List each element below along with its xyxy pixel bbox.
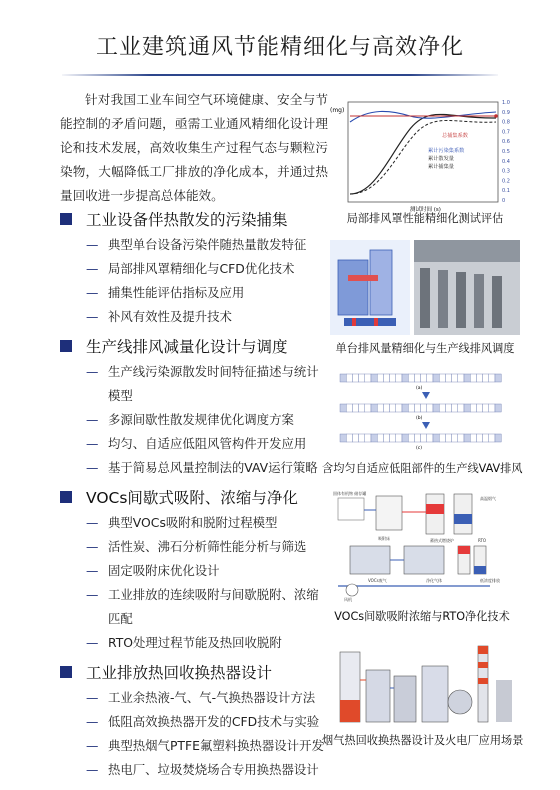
figure-caption: 局部排风罩性能精细化测试评估 — [346, 212, 504, 225]
grid-cell — [340, 374, 346, 382]
right-axis-tick: 0.3 — [502, 168, 510, 175]
grid-cell — [408, 434, 414, 442]
grid-cell — [427, 374, 433, 382]
right-axis-tick: 1.0 — [502, 100, 510, 106]
grid-cell — [452, 374, 458, 382]
grid-cell — [402, 434, 408, 442]
grid-cell — [359, 374, 365, 382]
dash-icon: — — [86, 635, 99, 650]
grid-cell — [489, 434, 495, 442]
section-production-line — [60, 332, 330, 480]
list-item: — 热电厂、垃圾焚烧场合专用换热器设计 — [60, 758, 330, 782]
dash-icon: — — [86, 738, 99, 753]
grid-cell — [352, 374, 358, 382]
grid-row-label: (c) — [416, 446, 422, 451]
dash-icon: — — [86, 309, 99, 324]
grid-cell — [365, 404, 371, 412]
grid-cell — [421, 374, 427, 382]
grid-cell — [427, 434, 433, 442]
diagram-label: 高温烟气 — [480, 496, 496, 501]
grid-cell — [452, 404, 458, 412]
diagram-label: 净化气体 — [426, 578, 442, 583]
vav-grid-diagram — [336, 372, 516, 460]
list-item: — 补风有效性及提升技术 — [60, 305, 330, 329]
dash-icon: — — [86, 539, 99, 554]
capture-performance-chart — [330, 94, 520, 219]
figure-caption: VOCs间歇吸附浓缩与RTO净化技术 — [334, 610, 510, 623]
page-title: 工业建筑通风节能精细化与高效净化 — [95, 35, 464, 60]
figure-caption: 含均匀自适应低阻部件的生产线VAV排风 — [322, 462, 523, 475]
grid-cell — [470, 374, 476, 382]
grid-cell — [390, 404, 396, 412]
section-pollutant-capture — [60, 205, 330, 329]
list-item: — 工业余热液-气、气-气换热器设计方法 — [60, 686, 330, 710]
square-bullet-icon — [60, 491, 72, 503]
grid-cell — [464, 404, 470, 412]
dash-icon: — — [86, 762, 99, 777]
topic-list — [60, 205, 330, 785]
section-heading: VOCs间歇式吸附、浓缩与净化 — [86, 489, 298, 507]
list-item: — 典型VOCs吸附和脱附过程模型 — [60, 511, 330, 535]
grid-cell — [377, 404, 383, 412]
grid-cell — [458, 434, 464, 442]
grid-cell — [439, 404, 445, 412]
figure-caption: 烟气热回收换热器设计及火电厂应用场景 — [322, 734, 524, 747]
grid-cell — [470, 434, 476, 442]
square-bullet-icon — [60, 213, 72, 225]
dash-icon: — — [86, 436, 99, 451]
diagram-label: 吸附床 — [378, 536, 390, 541]
list-item: — 捕集性能评估指标及应用 — [60, 281, 330, 305]
list-item: — 活性炭、沸石分析筛性能分析与筛选 — [60, 535, 330, 559]
grid-cell — [377, 434, 383, 442]
grid-cell — [377, 374, 383, 382]
figure-caption: 单台排风量精细化与生产线排风调度 — [335, 342, 515, 355]
grid-cell — [371, 404, 377, 412]
grid-cell — [383, 374, 389, 382]
grid-cell — [445, 374, 451, 382]
legend-capture: 累计捕集量 — [428, 164, 454, 170]
grid-cell — [483, 434, 489, 442]
diagram-label: 风机 — [344, 597, 352, 602]
grid-cell — [433, 374, 439, 382]
grid-cell — [396, 434, 402, 442]
list-item: — 多源间歇性散发规律优化调度方案 — [60, 408, 330, 432]
square-bullet-icon — [60, 340, 72, 352]
grid-cell — [476, 404, 482, 412]
title-divider — [62, 74, 498, 76]
dash-icon: — — [86, 412, 99, 427]
grid-cell — [408, 374, 414, 382]
square-bullet-icon — [60, 666, 72, 678]
grid-cell — [359, 434, 365, 442]
grid-cell — [402, 374, 408, 382]
dash-icon: — — [86, 285, 99, 300]
grid-cell — [439, 374, 445, 382]
right-axis-tick: 0.6 — [502, 139, 510, 146]
grid-cell — [489, 374, 495, 382]
list-item: — 工业排放的连续吸附与间歇脱附、浓缩匹配 — [60, 583, 330, 631]
grid-cell — [414, 374, 420, 382]
section-heading: 工业排放热回收换热器设计 — [86, 664, 273, 682]
right-axis-tick: 0.9 — [502, 109, 510, 116]
legend-total-capture: 总捕集系数 — [442, 133, 468, 139]
grid-cell — [458, 404, 464, 412]
dash-icon: — — [86, 515, 99, 530]
grid-cell — [402, 404, 408, 412]
dash-icon: — — [86, 237, 99, 252]
dash-icon: — — [86, 587, 99, 602]
right-axis-tick: 0 — [502, 198, 506, 204]
grid-cell — [483, 374, 489, 382]
equipment-model-figure — [330, 240, 520, 335]
section-heading: 工业设备伴热散发的污染捕集 — [86, 211, 288, 229]
grid-cell — [365, 434, 371, 442]
grid-cell — [439, 434, 445, 442]
list-item: — 局部排风罩精细化与CFD优化技术 — [60, 257, 330, 281]
list-item: — RTO处理过程节能及热回收脱附 — [60, 631, 330, 655]
dash-icon: — — [86, 364, 99, 379]
grid-cell — [433, 434, 439, 442]
right-axis-tick: 0.5 — [502, 149, 510, 155]
grid-cell — [340, 434, 346, 442]
grid-row-label: (b) — [416, 416, 423, 421]
right-axis-tick: 0.2 — [502, 178, 510, 185]
grid-cell — [427, 404, 433, 412]
grid-cell — [365, 374, 371, 382]
grid-cell — [458, 374, 464, 382]
grid-cell — [445, 434, 451, 442]
list-item: — 典型单台设备污染伴随热量散发特征 — [60, 233, 330, 257]
right-axis-tick: 0.8 — [502, 119, 510, 126]
list-item: — 生产线污染源散发时间特征描述与统计模型 — [60, 360, 330, 408]
grid-cell — [390, 374, 396, 382]
grid-cell — [371, 374, 377, 382]
grid-cell — [352, 434, 358, 442]
right-axis-tick: 0.7 — [502, 129, 510, 136]
grid-cell — [383, 434, 389, 442]
dash-icon: — — [86, 460, 99, 475]
grid-cell — [414, 404, 420, 412]
grid-cell — [359, 404, 365, 412]
down-arrow-icon — [422, 392, 430, 399]
dash-icon: — — [86, 714, 99, 729]
intro-paragraph: 针对我国工业车间空气环境健康、安全与节能控制的矛盾问题，亟需工业通风精细化设计理论和技术发展，高效收集生产过程气态与颗粒污染物，大幅降低工厂排放的净化成本，并通过热量回收进一步提高总体能效。 — [60, 92, 328, 203]
grid-cell — [390, 434, 396, 442]
grid-cell — [346, 404, 352, 412]
down-arrow-icon — [422, 422, 430, 429]
grid-cell — [421, 404, 427, 412]
grid-cell — [371, 434, 377, 442]
section-heading: 生产线排风减量化设计与调度 — [86, 338, 288, 356]
grid-cell — [408, 404, 414, 412]
diagram-label: RTO — [478, 538, 487, 543]
grid-cell — [452, 434, 458, 442]
vocs-process-diagram — [330, 490, 520, 605]
dash-icon: — — [86, 690, 99, 705]
grid-cell — [340, 404, 346, 412]
grid-cell — [476, 374, 482, 382]
section-heat-recovery — [60, 658, 330, 782]
grid-cell — [489, 404, 495, 412]
diagram-label: VOCs废气 — [368, 578, 387, 583]
grid-cell — [495, 374, 501, 382]
list-item: — 固定吸附床优化设计 — [60, 559, 330, 583]
grid-cell — [464, 434, 470, 442]
diagram-label: 固体有机物 储存罐 — [333, 491, 367, 496]
grid-cell — [464, 374, 470, 382]
power-plant-figure — [330, 640, 520, 730]
list-item: — 基于简易总风量控制法的VAV运行策略 — [60, 456, 330, 480]
diagram-label: 蓄热式燃烧炉 — [430, 538, 454, 543]
list-item: — 均匀、自适应低阻风管构件开发应用 — [60, 432, 330, 456]
dash-icon: — — [86, 563, 99, 578]
grid-cell — [483, 404, 489, 412]
x-axis-label: 测试时间 (s) — [410, 207, 441, 213]
right-axis-tick: 0.4 — [502, 158, 510, 165]
marker-point — [494, 114, 498, 118]
diagram-label: 低浓度排放 — [480, 578, 500, 583]
grid-cell — [445, 404, 451, 412]
legend-pollution-coef: 累计污染集系数 — [428, 148, 465, 154]
dash-icon: — — [86, 261, 99, 276]
grid-cell — [352, 404, 358, 412]
y-axis-label: (mg) — [330, 107, 345, 114]
grid-cell — [476, 434, 482, 442]
section-vocs — [60, 483, 330, 655]
grid-cell — [495, 434, 501, 442]
grid-cell — [470, 404, 476, 412]
grid-cell — [433, 404, 439, 412]
grid-cell — [421, 434, 427, 442]
grid-cell — [414, 434, 420, 442]
grid-cell — [383, 404, 389, 412]
grid-cell — [396, 374, 402, 382]
list-item: — 低阻高效换热器开发的CFD技术与实验 — [60, 710, 330, 734]
grid-cell — [346, 434, 352, 442]
grid-cell — [396, 404, 402, 412]
grid-row-label: (a) — [416, 386, 423, 391]
grid-cell — [346, 374, 352, 382]
legend-emission: 累计散发量 — [428, 156, 454, 162]
list-item: — 典型热烟气PTFE氟塑料换热器设计开发 — [60, 734, 330, 758]
vav-grid-figure — [336, 372, 516, 460]
grid-cell — [495, 404, 501, 412]
right-axis-tick: 0.1 — [502, 188, 510, 195]
